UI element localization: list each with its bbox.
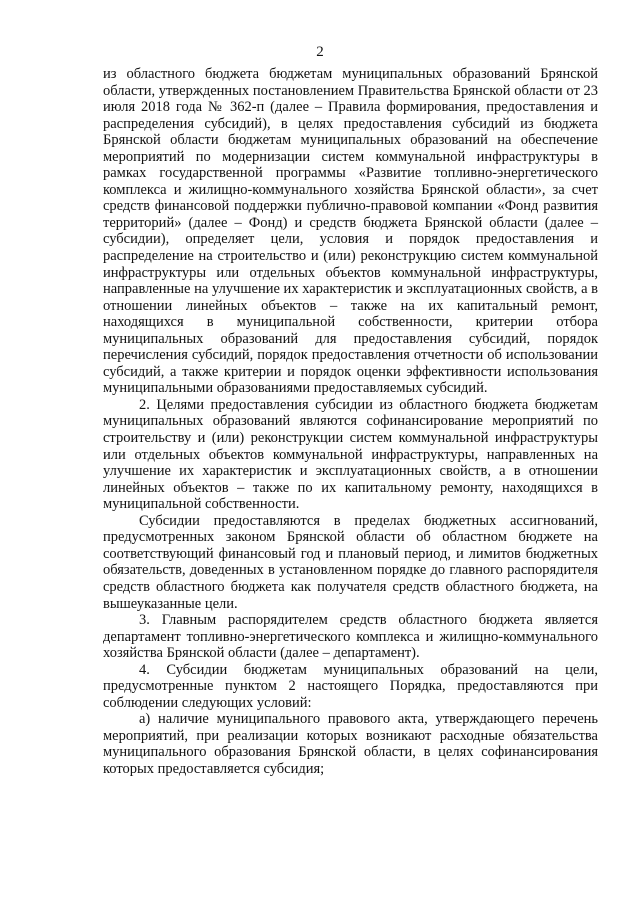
- paragraph-4a: а) наличие муниципального правового акта, утверждающего перечень мероприятий, при реализации которых возникают расходные обязательства муниципального образования Брянской области, в целях софинансирования которых предоставляется субсидия;: [103, 711, 598, 777]
- paragraph-subsidy-limits: Субсидии предоставляются в пределах бюджетных ассигнований, предусмотренных законом Брянской области об областном бюджете на соответствующий финансовый год и плановый период, и лимитов бюджетных обязательств, доведенных в установленном порядке до главного распорядителя средств областного бюджета как получателя средств областного бюджета, на вышеуказанные цели.: [103, 512, 598, 612]
- paragraph-1-continuation: из областного бюджета бюджетам муниципальных образований Брянской области, утвержденных постановлением Правительства Брянской области от 23 июля 2018 года № 362-п (далее – Правила формирования, предоставления и распределения субсидий), в целях предоставления субсидий из бюджета Брянской области бюджетам муниципальных образований на обеспечение мероприятий по модернизации систем коммунальной инфраструктуры в рамках государственной программы «Развитие топливно-энергетического комплекса и жилищно-коммунального хозяйства Брянской области», за счет средств финансовой поддержки публично-правовой компании «Фонд развития территорий» (далее – Фонд) и средств бюджета Брянской области (далее – субсидии), определяет цели, условия и порядок предоставления и распределение на строительство и (или) реконструкцию систем коммунальной инфраструктуры или отдельных объектов коммунальной инфраструктуры, направленные на улучшение их характеристик и эксплуатационных свойств, а в отношении линейных объектов – также на их капитальный ремонт, находящихся в муниципальной собственности, критерии отбора муниципальных образований для предоставления субсидий, порядок перечисления субсидий, порядок предоставления отчетности об использовании субсидий, а также критерии и порядок оценки эффективности использования муниципальными образованиями предоставляемых субсидий.: [103, 66, 598, 397]
- paragraph-4: 4. Субсидии бюджетам муниципальных образований на цели, предусмотренные пунктом 2 настоящего Порядка, предоставляются при соблюдении следующих условий:: [103, 661, 598, 711]
- paragraph-3: 3. Главным распорядителем средств областного бюджета является департамент топливно-энергетического комплекса и жилищно-коммунального хозяйства Брянской области (далее – департамент).: [103, 612, 598, 662]
- page-number: 2: [316, 44, 324, 60]
- paragraph-2: 2. Целями предоставления субсидии из областного бюджета бюджетам муниципальных образований являются софинансирование мероприятий по строительству и (или) реконструкции систем коммунальной инфраструктуры или отдельных объектов коммунальной инфраструктуры, направленных на улучшение их характеристик и эксплуатационных свойств, а в отношении линейных объектов – также по их капитальному ремонту, находящихся в муниципальной собственности.: [103, 396, 598, 513]
- document-body: [103, 66, 598, 778]
